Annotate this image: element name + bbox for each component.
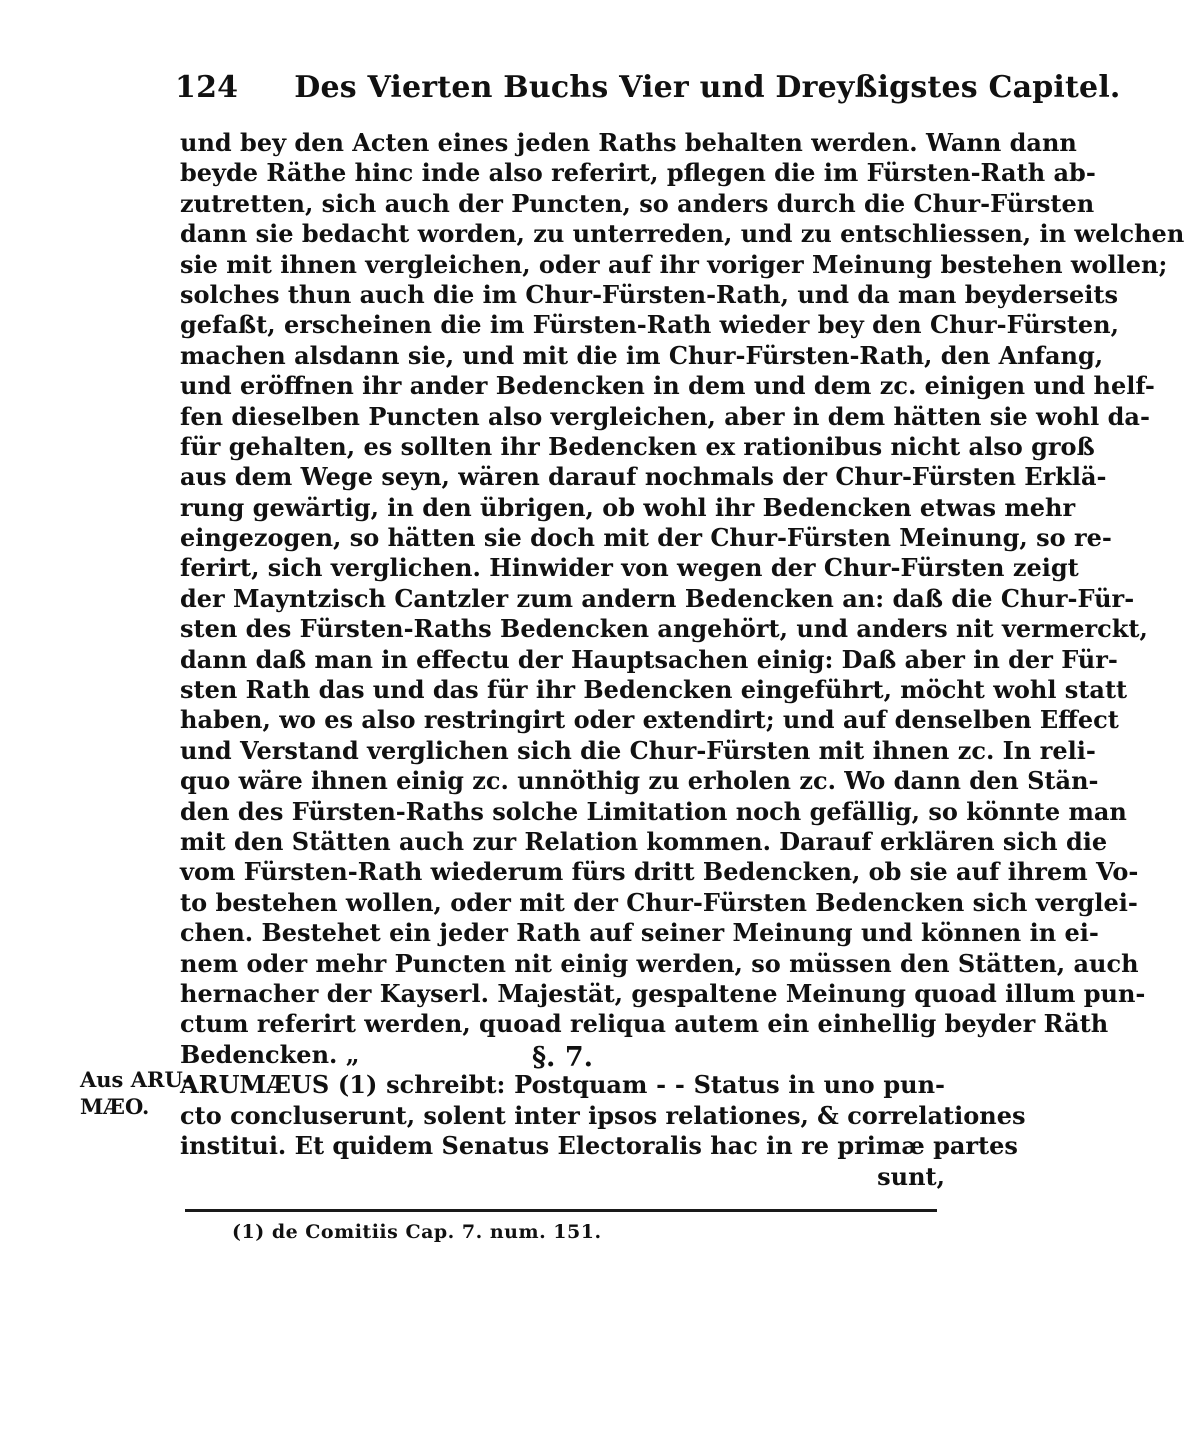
running-title: Des Vierten Buchs Vier und Dreyßigstes Capitel. — [294, 70, 1121, 105]
text-line: und eröffnen ihr ander Bedencken in dem und dem zc. einigen und helf- — [180, 371, 1155, 401]
text-line: gefaßt, erscheinen die im Fürsten-Rath wieder bey den Chur-Fürsten, — [180, 310, 1119, 340]
text-line: und bey den Acten eines jeden Raths behalten werden. Wann dann — [180, 128, 1077, 157]
text-line: der Mayntzisch Cantzler zum andern Bedencken an: daß die Chur-Für- — [180, 583, 1135, 613]
text-line: aus dem Wege seyn, wären darauf nochmals der Chur-Fürsten Erklä- — [180, 462, 1107, 492]
section-heading: §. 7. — [531, 1042, 594, 1073]
text-line: cto concluserunt, solent inter ipsos relationes, & correlationes — [180, 1100, 1026, 1130]
text-line: sie mit ihnen vergleichen, oder auf ihr voriger Meinung bestehen wollen; — [180, 249, 1168, 279]
body-text — [180, 128, 1184, 1070]
margin-note — [80, 1066, 192, 1120]
text-line: beyde Räthe hinc inde also referirt, pflegen die im Fürsten-Rath ab- — [180, 158, 1096, 188]
text-line: den des Fürsten-Raths solche Limitation noch gefällig, so könnte man — [180, 796, 1127, 826]
text-line: für gehalten, es sollten ihr Bedencken ex rationibus nicht also groß — [180, 431, 1095, 461]
footnote-rule — [185, 1209, 937, 1212]
text-line: ARUMÆUS (1) schreibt: Postquam - - Status in uno pun- — [180, 1070, 945, 1099]
running-head — [175, 70, 1121, 105]
text-line: und Verstand verglichen sich die Chur-Fürsten mit ihnen zc. In reli- — [180, 735, 1096, 765]
text-line: Bedencken. „ — [180, 1039, 360, 1069]
text-line: sten des Fürsten-Raths Bedencken angehört, und anders nit vermerckt, — [180, 614, 1148, 644]
text-line: machen alsdann sie, und mit die im Chur-Fürsten-Rath, den Anfang, — [180, 340, 1104, 370]
text-line: dann sie bedacht worden, zu unterreden, und zu entschliessen, in welchen — [180, 219, 1184, 249]
text-line: chen. Bestehet ein jeder Rath auf seiner Meinung und können in ei- — [180, 918, 1099, 948]
text-line: ctum referirt werden, quoad reliqua autem ein einhellig beyder Räth — [180, 1009, 1109, 1039]
text-line: vom Fürsten-Rath wiederum fürs dritt Bedencken, ob sie auf ihrem Vo- — [180, 857, 1139, 887]
text-line: quo wäre ihnen einig zc. unnöthig zu erholen zc. Wo dann den Stän- — [180, 766, 1099, 796]
text-line: dann daß man in effectu der Hauptsachen einig: Daß aber in der Für- — [180, 644, 1118, 674]
text-line: haben, wo es also restringirt oder extendirt; und auf denselben Effect — [180, 705, 1119, 735]
text-line: hernacher der Kayserl. Majestät, gespaltene Meinung quoad illum pun- — [180, 978, 1146, 1008]
text-line: to bestehen wollen, oder mit der Chur-Fürsten Bedencken sich verglei- — [180, 887, 1138, 917]
text-line: mit den Stätten auch zur Relation kommen. Darauf erklären sich die — [180, 826, 1108, 856]
catchword: sunt, — [877, 1161, 945, 1191]
text-line: ferirt, sich verglichen. Hinwider von wegen der Chur-Fürsten zeigt — [180, 553, 1079, 583]
footnote: (1) de Comitiis Cap. 7. num. 151. — [232, 1221, 602, 1243]
text-line: solches thun auch die im Chur-Fürsten-Rath, und da man beyderseits — [180, 279, 1118, 309]
text-line: eingezogen, so hätten sie doch mit der Chur-Fürsten Meinung, so re- — [180, 523, 1112, 553]
text-line: rung gewärtig, in den übrigen, ob wohl ihr Bedencken etwas mehr — [180, 492, 1076, 522]
margin-note-line: MÆO. — [80, 1094, 150, 1119]
text-line: sten Rath das und das für ihr Bedencken eingeführt, möcht wohl statt — [180, 675, 1128, 705]
text-line: nem oder mehr Puncten nit einig werden, so müssen den Stätten, auch — [180, 948, 1139, 978]
text-line: fen dieselben Puncten also vergleichen, aber in dem hätten sie wohl da- — [180, 401, 1150, 431]
section-text — [180, 1070, 1026, 1192]
page-number: 124 — [175, 70, 239, 105]
text-line: institui. Et quidem Senatus Electoralis hac in re primæ partes — [180, 1131, 1018, 1160]
margin-note-line: Aus ARU- — [80, 1067, 192, 1092]
text-line: zutretten, sich auch der Puncten, so anders durch die Chur-Fürsten — [180, 188, 1095, 218]
